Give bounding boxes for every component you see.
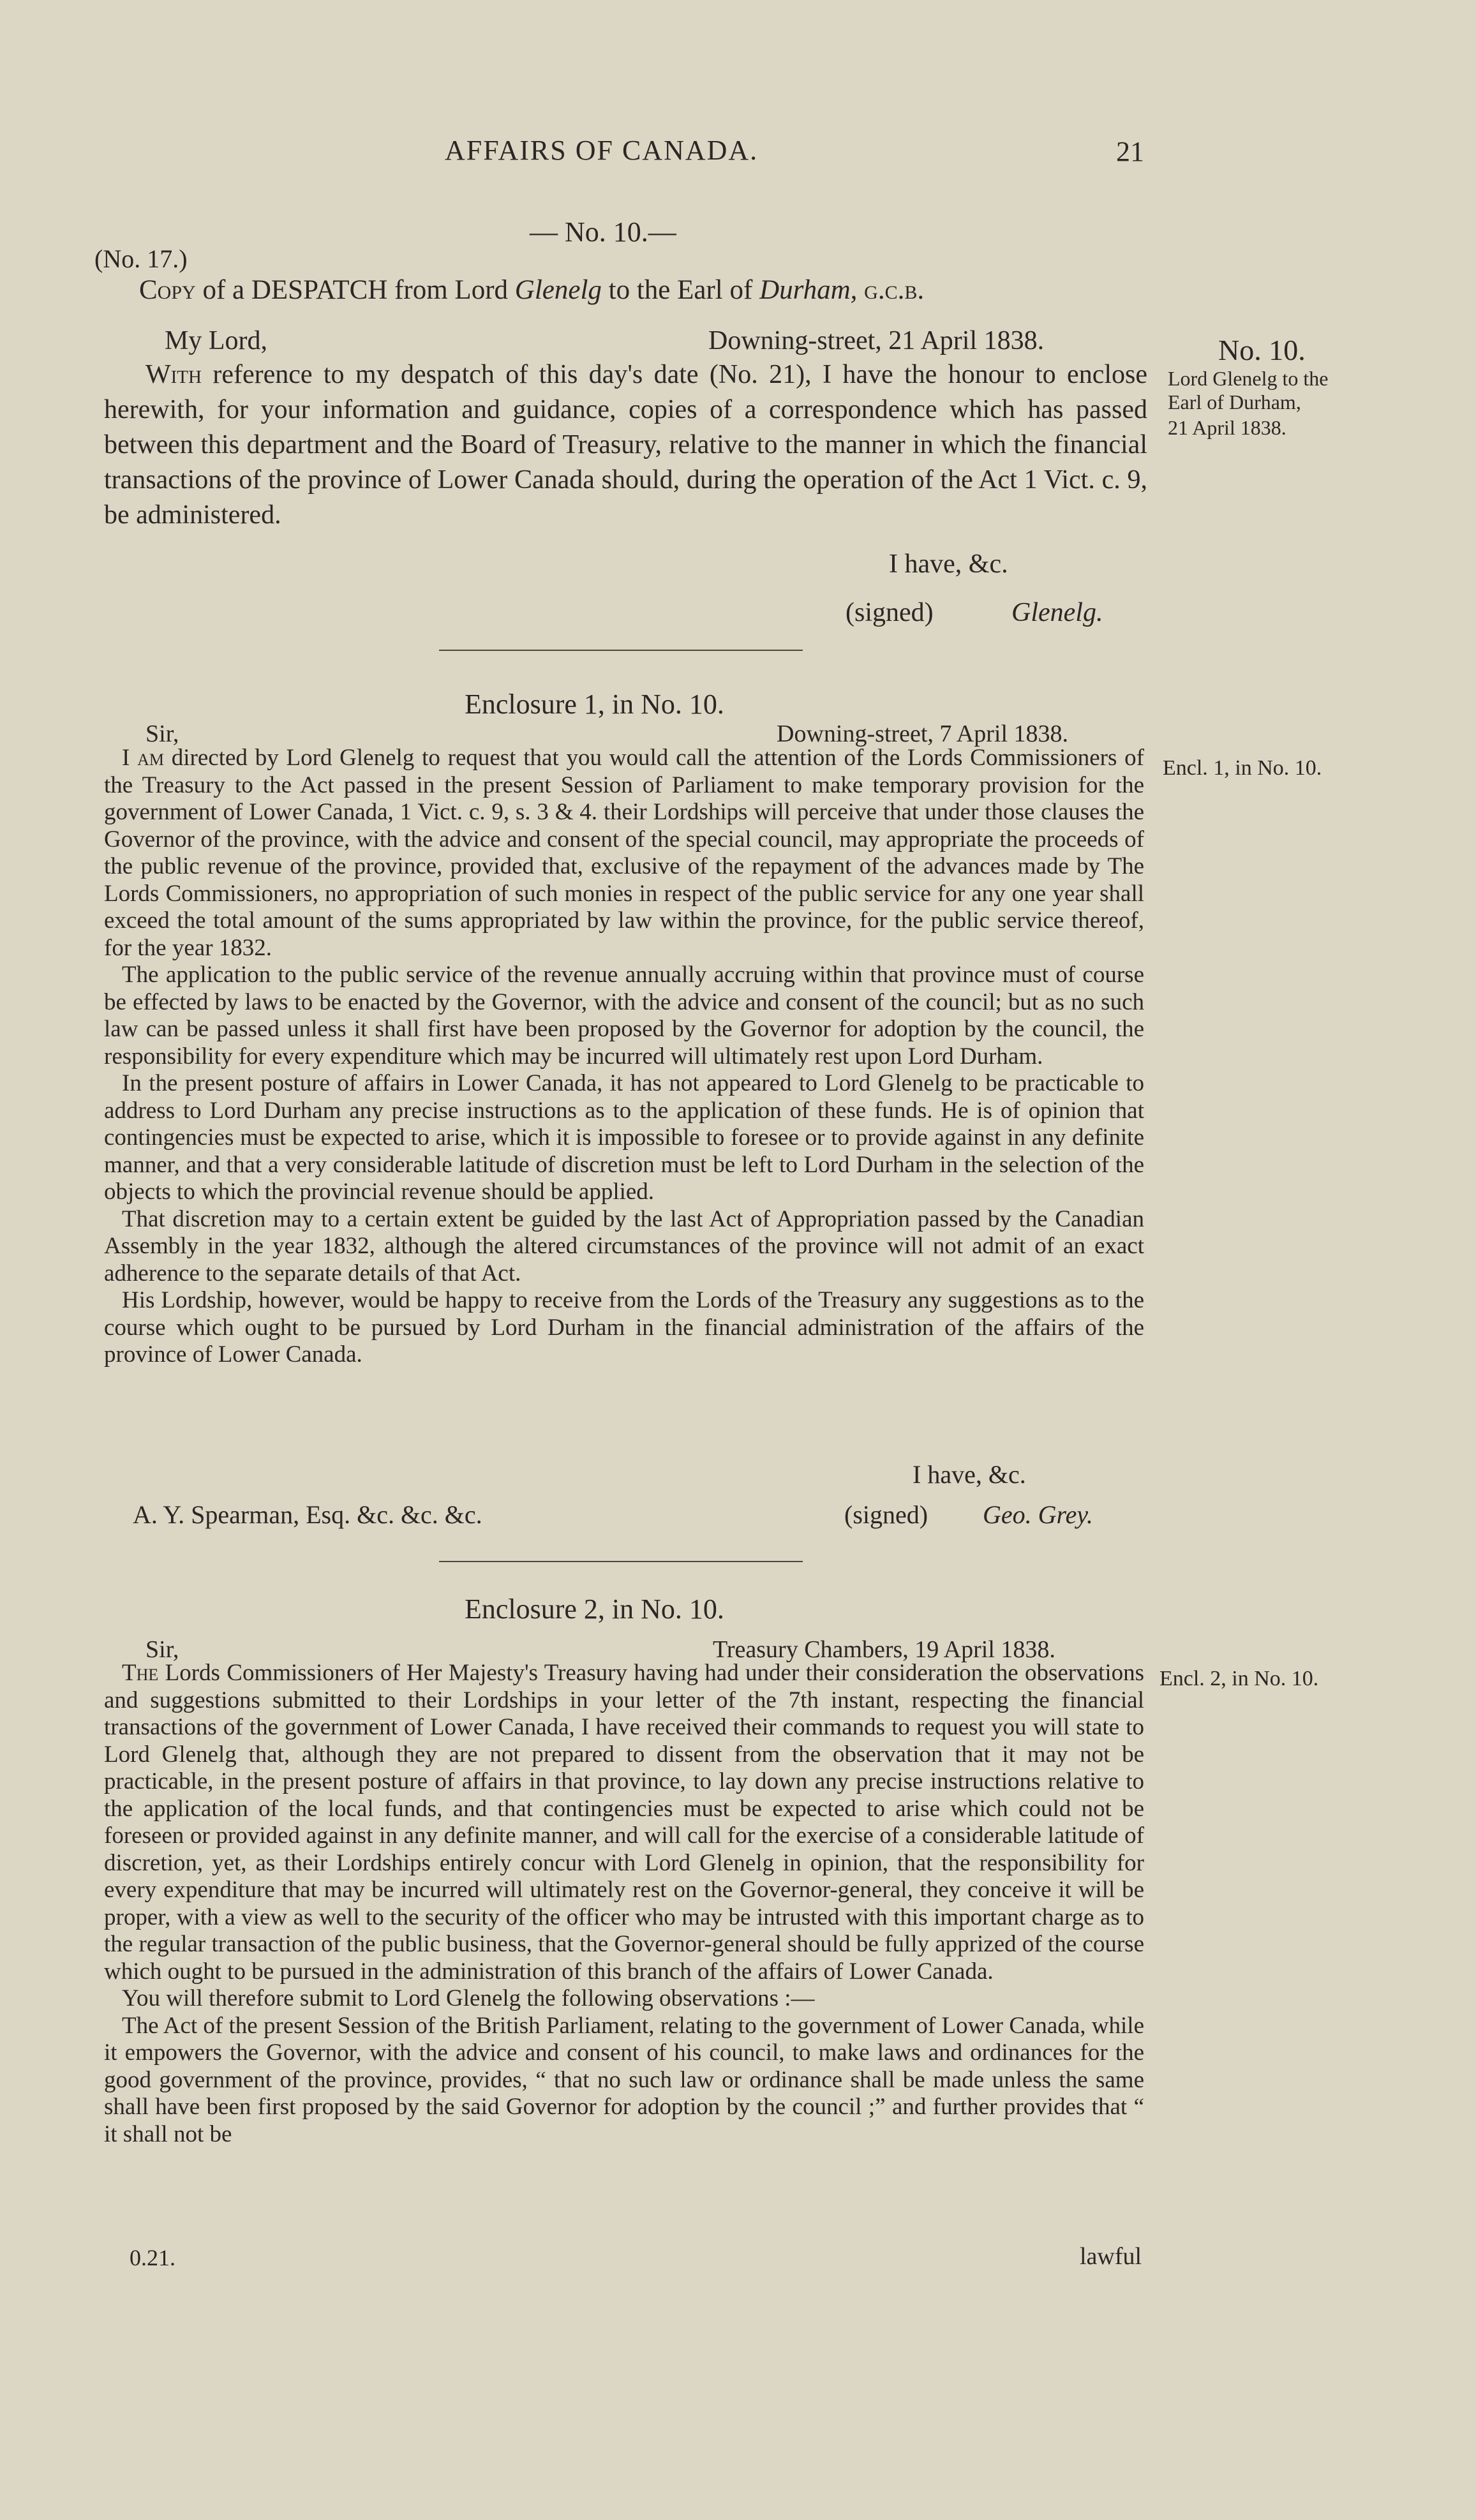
enclosure1-salutation: Sir, [145,720,179,747]
title-to: to the Earl of [601,275,760,305]
despatch-paragraph [104,357,1147,533]
enclosure1-paragraph: His Lordship, however, would be happy to receive from the Lords of the Treasury any suggestions as to the course which ought to be pursued by Lord Durham in the financial administration of the affairs of the province of Lower Canada. [104,1287,1144,1368]
enclosure2-body [104,1660,1144,2148]
margin-enclosure1-note: Encl. 1, in No. 10. [1163,756,1322,780]
enclosure1-paragraph: That discretion may to a certain extent be guided by the last Act of Appropriation passed by the Canadian Assembly in the year 1832, although the altered circumstances of the province will not admit of an exact adherence to the separate details of that Act. [104,1205,1144,1286]
enclosure2-heading: Enclosure 2, in No. 10. [465,1593,724,1625]
despatch-number-heading: — No. 10.— [530,216,676,248]
enclosure1-paragraph-text: directed by Lord Glenelg to request that you would call the attention of the Lords Commissioners of the Treasury to the Act passed in the present Session of Parliament to make temporary provision for the government of Lower Canada, 1 Vict. c. 9, s. 3 & 4. their Lordships will perceive that under those clauses the Governor of the province, with the advice and consent of the special council, may appropriate the proceeds of the public revenue of the province, provided that, exclusive of the repayment of the advances made by The Lords Commissioners, no appropriation of such monies in respect of the public service for any one year shall exceed the total amount of the sums appropriated by law within the province, for the public service thereof, for the year 1832. [104,745,1144,961]
enclosure2-first-word: The [122,1660,159,1686]
section-divider [439,650,803,651]
despatch-body-text: reference to my despatch of this day's date (No. 21), I have the honour to enclose herewith, for your information and guidance, copies of a correspondence which has passed between this department and the Board of Treasury, relative to the manner in which the financial transactions of the province of Lower Canada should, during the operation of the Act 1 Vict. c. 9, be administered. [104,360,1147,530]
section-divider [439,1561,803,1562]
title-name-durham: Durham, [759,275,858,305]
page-number: 21 [1116,136,1144,167]
enclosure1-closing: I have, &c. [913,1460,1026,1489]
enclosure2-paragraph-text: Lords Commissioners of Her Majesty's Treasury having had under their consideration the observations and suggestions submitted to their Lordships in your letter of the 7th instant, respecting the financial transactions of the government of Lower Canada, I have received their commands to request you will state to Lord Glenelg that, although they are not prepared to dissent from the observation that it may not be practicable, in the present posture of affairs in that province, to lay down any precise instructions relative to the application of the local funds, and that contingencies must be expected to arise which could not be foreseen or provided against in any definite manner, and will call for the exercise of a considerable latitude of discretion, yet, as their Lordships entirely concur with Lord Glenelg in opinion, that the responsibility for every expenditure that may be incurred will ultimately rest on the Governor-general, they conceive it will be proper, with a view as well to the security of the officer who may be intrusted with this important charge as to the regular transaction of the public business, that the Governor-general should be fully apprized of the course which ought to be pursued in the administration of this branch of the affairs of Lower Canada. [104,1660,1144,1985]
despatch-closing: I have, &c. [889,549,1008,579]
despatch-title [139,274,924,306]
despatch-signature: Glenelg. [1011,598,1103,627]
despatch-first-word: With [145,360,202,389]
despatch-signed: (signed) [846,598,934,627]
enclosure2-paragraph [104,1660,1144,1985]
catchword: lawful [1080,2243,1142,2270]
enclosure2-place-date: Treasury Chambers, 19 April 1838. [713,1636,1055,1663]
enclosure2-salutation: Sir, [145,1636,179,1663]
running-title: AFFAIRS OF CANADA. [445,135,759,166]
enclosure1-signature: Geo. Grey. [983,1500,1093,1529]
enclosure1-first-word: I am [122,745,164,771]
margin-despatch-note-1: Lord Glenelg to the [1168,367,1329,390]
enclosure1-signed: (signed) [844,1500,928,1529]
enclosure1-paragraph: The application to the public service of the revenue annually accruing within that province must of course be effected by laws to be enacted by the Governor, with the advice and consent of the council; but as no such law can be passed unless it shall first have been proposed by the Governor for adoption by the council, the responsibility for every expenditure which may be incurred will ultimately rest upon Lord Durham. [104,962,1144,1070]
enclosure1-paragraph: In the present posture of affairs in Lower Canada, it has not appeared to Lord Glenelg to be practicable to address to Lord Durham any precise instructions as to the application of these funds. He is of opinion that contingencies must be expected to arise, which it is impossible to foresee or to provide against in any definite manner, and that a very considerable latitude of discretion must be left to Lord Durham in the selection of the objects to which the provincial revenue should be applied. [104,1070,1144,1205]
enclosure1-heading: Enclosure 1, in No. 10. [465,689,724,720]
enclosure2-paragraph: You will therefore submit to Lord Glenelg the following observations :— [122,1985,815,2011]
enclosure1-body [104,745,1144,1369]
despatch-salutation: My Lord, [165,326,267,355]
title-copy: Copy [139,275,196,305]
enclosure1-place-date: Downing-street, 7 April 1838. [777,720,1069,747]
despatch-ref-number: (No. 17.) [94,244,188,273]
margin-despatch-note-2: Earl of Durham, [1168,391,1301,414]
enclosure2-paragraph: The Act of the present Session of the British Parliament, relating to the government of Lower Canada, while it empowers the Governor, with the advice and consent of his council, to make laws and ordinances for the good government of the province, provides, “ that no such law or ordinance shall be made unless the same shall have been first proposed by the said Governor for adoption by the council ;” and further provides that “ it shall not be [104,2012,1144,2147]
margin-despatch-number: No. 10. [1218,334,1306,366]
despatch-place-date: Downing-street, 21 April 1838. [708,326,1045,355]
title-honour: g.c.b. [857,275,925,305]
title-name-glenelg: Glenelg [514,275,602,305]
despatch-body [104,357,1147,533]
signature-mark: 0.21. [130,2245,175,2270]
enclosure1-paragraph [104,745,1144,962]
margin-despatch-note-3: 21 April 1838. [1168,416,1286,439]
enclosure1-addressee: A. Y. Spearman, Esq. &c. &c. &c. [133,1500,482,1529]
title-mid: of a DESPATCH from Lord [195,275,515,305]
margin-enclosure2-note: Encl. 2, in No. 10. [1159,1667,1319,1690]
